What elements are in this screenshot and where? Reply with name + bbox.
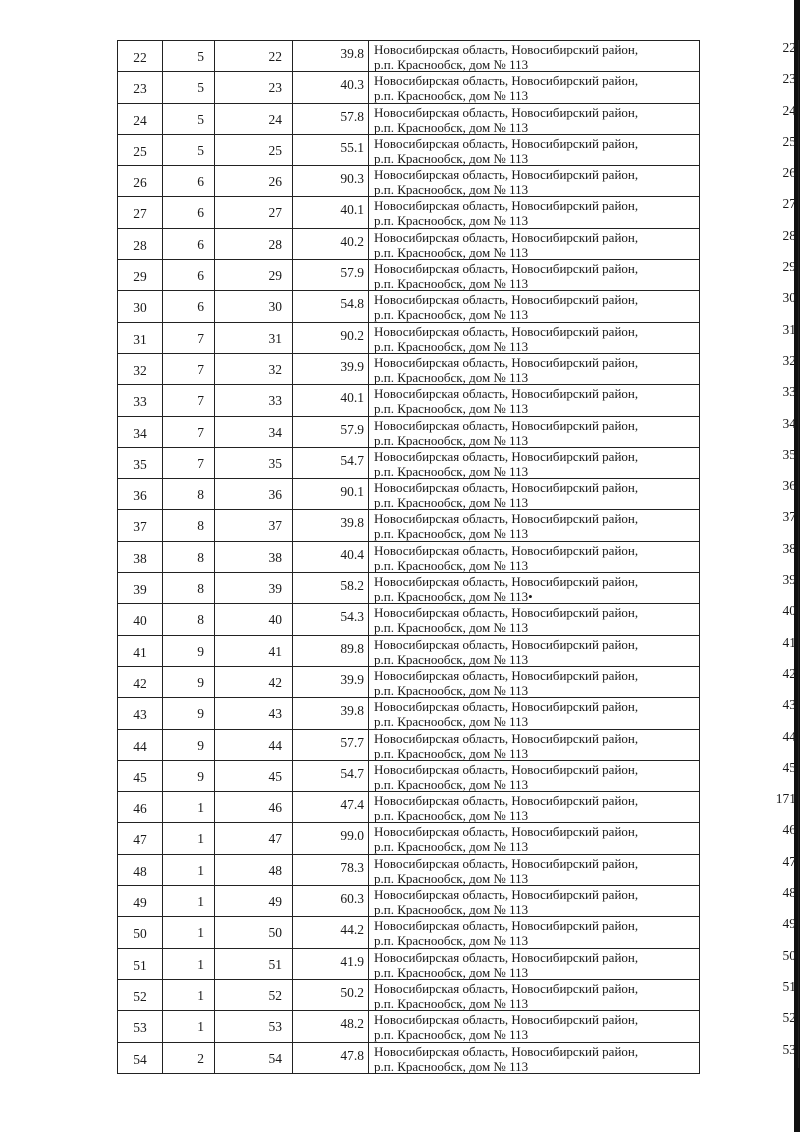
- address-line-2: р.п. Краснообск, дом № 113: [374, 369, 529, 385]
- address-line-2: р.п. Краснообск, дом № 113: [374, 213, 529, 228]
- address-line-1: Новосибирская область, Новосибирский район,: [374, 73, 639, 89]
- row-number: 33: [118, 385, 163, 415]
- row-number: 25: [118, 135, 163, 165]
- address: [369, 479, 700, 509]
- address-line-1: Новосибирская область, Новосибирский район,: [374, 918, 639, 934]
- address-line-2: р.п. Краснообск, дом № 113: [374, 432, 529, 447]
- apartment-number: 30: [215, 291, 293, 321]
- row-number: 52: [118, 980, 163, 1010]
- address: [369, 1043, 700, 1073]
- row-number: 26: [118, 166, 163, 196]
- address: [369, 510, 700, 540]
- address-line-1: Новосибирская область, Новосибирский район,: [374, 354, 639, 370]
- row-number: 42: [118, 667, 163, 697]
- address: [369, 792, 700, 822]
- floor: 7: [163, 323, 215, 353]
- address-line-2: р.п. Краснообск, дом № 113: [374, 839, 529, 854]
- table-row: [118, 634, 796, 667]
- address-line-1: Новосибирская область, Новосибирский район,: [374, 229, 639, 245]
- table-row: [118, 415, 796, 448]
- reference-number: 23: [782, 71, 796, 87]
- address: [369, 323, 700, 353]
- reference-number: 38: [782, 540, 796, 556]
- reference-number: 52: [782, 1010, 796, 1026]
- table-row: [118, 290, 796, 322]
- reference-number: 35: [782, 446, 796, 462]
- reference-number: 37: [782, 509, 796, 525]
- row-number: 53: [118, 1011, 163, 1041]
- area: 54.7: [293, 761, 369, 791]
- reference-number: 48: [782, 885, 796, 901]
- row-number: 41: [118, 636, 163, 666]
- row-number: 36: [118, 479, 163, 509]
- address: [369, 448, 700, 478]
- area: 54.7: [293, 448, 369, 478]
- table-row: [118, 916, 796, 948]
- reference-number: 40: [782, 603, 796, 619]
- apartment-number: 47: [215, 823, 293, 853]
- apartment-number: 49: [215, 886, 293, 916]
- floor: 8: [163, 479, 215, 509]
- address: [369, 667, 700, 697]
- reference-number: 50: [782, 947, 796, 963]
- reference-number: 22: [782, 40, 796, 55]
- address: [369, 949, 700, 979]
- table-row: [118, 603, 796, 635]
- apartment-number: 50: [215, 917, 293, 947]
- apartment-number: 34: [215, 417, 293, 447]
- floor: 9: [163, 667, 215, 697]
- reference-number: 44: [782, 728, 796, 744]
- reference-number: 27: [782, 196, 796, 212]
- floor: 5: [163, 72, 215, 102]
- area: 54.8: [293, 291, 369, 321]
- address-line-2: р.п. Краснообск, дом № 113: [374, 933, 529, 948]
- reference-number: 39: [782, 572, 796, 588]
- reference-number: 28: [782, 227, 796, 243]
- address-line-2: р.п. Краснообск, дом № 113: [374, 338, 529, 353]
- area: 99.0: [293, 823, 369, 853]
- address-line-1: Новосибирская область, Новосибирский район,: [374, 167, 639, 183]
- address: [369, 698, 700, 728]
- area: 41.9: [293, 949, 369, 979]
- row-number: 43: [118, 698, 163, 728]
- table-row: [118, 665, 796, 698]
- row-number: 31: [118, 323, 163, 353]
- address: [369, 542, 700, 572]
- apartment-number: 32: [215, 354, 293, 384]
- apartment-number: 35: [215, 448, 293, 478]
- area: 54.3: [293, 604, 369, 634]
- row-number: 23: [118, 72, 163, 102]
- apartment-number: 36: [215, 479, 293, 509]
- reference-number: 26: [782, 165, 796, 181]
- apartment-number: 28: [215, 229, 293, 259]
- address-line-1: Новосибирская область, Новосибирский район,: [374, 261, 639, 277]
- address-line-1: Новосибирская область, Новосибирский район,: [374, 104, 639, 120]
- apartment-number: 23: [215, 72, 293, 102]
- reference-number: 31: [782, 321, 796, 337]
- area: 57.8: [293, 104, 369, 134]
- address: [369, 917, 700, 947]
- apartment-number: 46: [215, 792, 293, 822]
- table-row: [118, 1041, 796, 1074]
- reference-number: 25: [782, 133, 796, 149]
- address-line-1: Новосибирская область, Новосибирский район,: [374, 386, 639, 402]
- floor: 1: [163, 949, 215, 979]
- row-number: 54: [118, 1043, 163, 1073]
- address-line-2: р.п. Краснообск, дом № 113: [374, 307, 529, 322]
- address-line-2: р.п. Краснообск, дом № 113: [374, 902, 529, 917]
- table-row: [118, 978, 796, 1011]
- row-number: 39: [118, 573, 163, 603]
- address-line-2: р.п. Краснообск, дом № 113•: [374, 589, 533, 604]
- address: [369, 260, 700, 290]
- address-line-1: Новосибирская область, Новосибирский район,: [374, 42, 639, 57]
- address-line-1: Новосибирская область, Новосибирский район,: [374, 198, 639, 214]
- address: [369, 354, 700, 384]
- address-line-1: Новосибирская область, Новосибирский район,: [374, 667, 639, 683]
- reference-number: 34: [782, 415, 796, 431]
- floor: 7: [163, 385, 215, 415]
- floor: 6: [163, 229, 215, 259]
- address-line-2: р.п. Краснообск, дом № 113: [374, 651, 529, 666]
- address-line-1: Новосибирская область, Новосибирский район,: [374, 605, 639, 621]
- table-row: [118, 352, 796, 385]
- table-row: [118, 947, 796, 980]
- address-line-1: Новосибирская область, Новосибирский район,: [374, 949, 639, 965]
- address-line-2: р.п. Краснообск, дом № 113: [374, 495, 529, 510]
- address: [369, 823, 700, 853]
- floor: 1: [163, 917, 215, 947]
- row-number: 35: [118, 448, 163, 478]
- reference-number: 47: [782, 853, 796, 869]
- area: 90.3: [293, 166, 369, 196]
- address: [369, 604, 700, 634]
- address-line-1: Новосибирская область, Новосибирский район,: [374, 480, 639, 496]
- address-line-1: Новосибирская область, Новосибирский район,: [374, 1012, 639, 1028]
- address-line-2: р.п. Краснообск, дом № 113: [374, 57, 529, 72]
- address: [369, 104, 700, 134]
- floor: 9: [163, 730, 215, 760]
- floor: 7: [163, 448, 215, 478]
- apartment-number: 54: [215, 1043, 293, 1073]
- reference-number: 32: [782, 352, 796, 368]
- table-row: [118, 133, 796, 166]
- floor: 1: [163, 823, 215, 853]
- row-number: 50: [118, 917, 163, 947]
- address: [369, 135, 700, 165]
- apartment-number: 48: [215, 855, 293, 885]
- row-number: 30: [118, 291, 163, 321]
- address: [369, 72, 700, 102]
- table-row: [118, 165, 796, 197]
- address-line-2: р.п. Краснообск, дом № 113: [374, 776, 529, 792]
- row-number: 29: [118, 260, 163, 290]
- apartment-number: 45: [215, 761, 293, 791]
- address-line-1: Новосибирская область, Новосибирский район,: [374, 887, 639, 903]
- address: [369, 761, 700, 791]
- address-line-2: р.п. Краснообск, дом № 113: [374, 620, 529, 635]
- reference-number: 43: [782, 697, 796, 713]
- floor: 1: [163, 886, 215, 916]
- address-line-1: Новосибирская область, Новосибирский район,: [374, 636, 639, 652]
- row-number: 37: [118, 510, 163, 540]
- address-line-1: Новосибирская область, Новосибирский район,: [374, 542, 639, 558]
- area: 39.9: [293, 667, 369, 697]
- floor: 7: [163, 417, 215, 447]
- area: 89.8: [293, 636, 369, 666]
- address-line-2: р.п. Краснообск, дом № 113: [374, 463, 529, 479]
- area: 40.1: [293, 385, 369, 415]
- row-number: 46: [118, 792, 163, 822]
- area: 39.9: [293, 354, 369, 384]
- reference-number: 51: [782, 978, 796, 994]
- table-row: [118, 728, 796, 761]
- area: 57.9: [293, 260, 369, 290]
- area: 48.2: [293, 1011, 369, 1041]
- address: [369, 573, 700, 603]
- row-number: 45: [118, 761, 163, 791]
- table-row: [118, 572, 796, 604]
- floor: 7: [163, 354, 215, 384]
- reference-number: 41: [782, 634, 796, 650]
- apartment-number: 25: [215, 135, 293, 165]
- apartment-number: 40: [215, 604, 293, 634]
- table-row: [118, 540, 796, 573]
- reference-number: 53: [782, 1041, 796, 1057]
- row-number: 22: [118, 41, 163, 71]
- table-row: [118, 227, 796, 260]
- address-line-2: р.п. Краснообск, дом № 113: [374, 745, 529, 760]
- address-line-1: Новосибирская область, Новосибирский район,: [374, 824, 639, 840]
- address-line-2: р.п. Краснообск, дом № 113: [374, 808, 529, 823]
- apartment-number: 39: [215, 573, 293, 603]
- address-line-2: р.п. Краснообск, дом № 113: [374, 995, 529, 1011]
- address: [369, 385, 700, 415]
- address-line-1: Новосибирская область, Новосибирский район,: [374, 574, 639, 590]
- address-line-2: р.п. Краснообск, дом № 113: [374, 557, 529, 573]
- reference-number: 49: [782, 916, 796, 932]
- floor: 8: [163, 573, 215, 603]
- area: 50.2: [293, 980, 369, 1010]
- area: 58.2: [293, 573, 369, 603]
- address-line-1: Новосибирская область, Новосибирский район,: [374, 135, 639, 151]
- address-line-1: Новосибирская область, Новосибирский район,: [374, 793, 639, 809]
- floor: 8: [163, 510, 215, 540]
- address-line-2: р.п. Краснообск, дом № 113: [374, 1027, 529, 1042]
- row-number: 47: [118, 823, 163, 853]
- table-row: [118, 384, 796, 416]
- floor: 6: [163, 291, 215, 321]
- apartment-number: 33: [215, 385, 293, 415]
- table-row: [118, 321, 796, 354]
- address: [369, 229, 700, 259]
- area: 78.3: [293, 855, 369, 885]
- table-row: [118, 40, 796, 72]
- address-line-1: Новосибирская область, Новосибирский район,: [374, 292, 639, 308]
- apartment-number: 53: [215, 1011, 293, 1041]
- address: [369, 1011, 700, 1041]
- area: 40.1: [293, 197, 369, 227]
- reference-number: 30: [782, 290, 796, 306]
- table-row: [118, 885, 796, 917]
- row-number: 34: [118, 417, 163, 447]
- table-row: [118, 102, 796, 135]
- address-line-2: р.п. Краснообск, дом № 113: [374, 870, 529, 886]
- address-line-1: Новосибирская область, Новосибирский район,: [374, 417, 639, 433]
- address-line-1: Новосибирская область, Новосибирский район,: [374, 761, 639, 777]
- address-line-2: р.п. Краснообск, дом № 113: [374, 276, 529, 291]
- apartment-number: 24: [215, 104, 293, 134]
- row-number: 40: [118, 604, 163, 634]
- address: [369, 197, 700, 227]
- address: [369, 166, 700, 196]
- row-number: 44: [118, 730, 163, 760]
- floor: 1: [163, 792, 215, 822]
- table-row: [118, 822, 796, 854]
- apartment-number: 37: [215, 510, 293, 540]
- table-row: [118, 697, 796, 729]
- floor: 9: [163, 698, 215, 728]
- address-line-2: р.п. Краснообск, дом № 113: [374, 401, 529, 416]
- address-line-2: р.п. Краснообск, дом № 113: [374, 182, 529, 197]
- apartment-number: 26: [215, 166, 293, 196]
- apartment-number: 41: [215, 636, 293, 666]
- area: 47.8: [293, 1043, 369, 1073]
- floor: 2: [163, 1043, 215, 1073]
- reference-number: 45: [782, 759, 796, 775]
- address-line-1: Новосибирская область, Новосибирский район,: [374, 1043, 639, 1059]
- table-row: [118, 791, 796, 823]
- table-row: [118, 71, 796, 103]
- area: 55.1: [293, 135, 369, 165]
- apartment-number: 22: [215, 41, 293, 71]
- address-line-1: Новосибирская область, Новосибирский район,: [374, 730, 639, 746]
- apartment-number: 42: [215, 667, 293, 697]
- area: 40.2: [293, 229, 369, 259]
- table-row: [118, 478, 796, 510]
- apartments-table: [117, 40, 796, 1074]
- address-line-2: р.п. Краснообск, дом № 113: [374, 244, 529, 260]
- table-row: [118, 196, 796, 228]
- row-number: 24: [118, 104, 163, 134]
- table-row: [118, 853, 796, 886]
- area: 39.8: [293, 41, 369, 71]
- area: 47.4: [293, 792, 369, 822]
- area: 40.4: [293, 542, 369, 572]
- table-row: [118, 759, 796, 792]
- apartment-number: 31: [215, 323, 293, 353]
- floor: 9: [163, 636, 215, 666]
- reference-number: 171: [775, 791, 796, 807]
- apartment-number: 44: [215, 730, 293, 760]
- floor: 1: [163, 1011, 215, 1041]
- address-line-2: р.п. Краснообск, дом № 113: [374, 964, 529, 979]
- apartment-number: 27: [215, 197, 293, 227]
- floor: 9: [163, 761, 215, 791]
- reference-number: 24: [782, 102, 796, 118]
- address-line-1: Новосибирская область, Новосибирский район,: [374, 511, 639, 527]
- row-number: 38: [118, 542, 163, 572]
- area: 40.3: [293, 72, 369, 102]
- floor: 6: [163, 260, 215, 290]
- reference-number: 36: [782, 478, 796, 494]
- address-line-2: р.п. Краснообск, дом № 113: [374, 714, 529, 729]
- reference-number: 33: [782, 384, 796, 400]
- row-number: 27: [118, 197, 163, 227]
- area: 90.1: [293, 479, 369, 509]
- floor: 5: [163, 41, 215, 71]
- apartment-number: 29: [215, 260, 293, 290]
- apartment-number: 52: [215, 980, 293, 1010]
- row-number: 49: [118, 886, 163, 916]
- table-row: [118, 1010, 796, 1042]
- area: 39.8: [293, 510, 369, 540]
- address-line-2: р.п. Краснообск, дом № 113: [374, 119, 529, 134]
- address: [369, 886, 700, 916]
- floor: 6: [163, 197, 215, 227]
- apartment-number: 38: [215, 542, 293, 572]
- floor: 8: [163, 604, 215, 634]
- floor: 1: [163, 855, 215, 885]
- apartment-number: 51: [215, 949, 293, 979]
- row-number: 48: [118, 855, 163, 885]
- address-line-2: р.п. Краснообск, дом № 113: [374, 682, 529, 698]
- floor: 1: [163, 980, 215, 1010]
- table-row: [118, 446, 796, 479]
- address-line-2: р.п. Краснообск, дом № 113: [374, 88, 529, 103]
- address-line-1: Новосибирская область, Новосибирский район,: [374, 323, 639, 339]
- address-line-1: Новосибирская область, Новосибирский район,: [374, 980, 639, 996]
- address: [369, 730, 700, 760]
- floor: 5: [163, 104, 215, 134]
- row-number: 32: [118, 354, 163, 384]
- address-line-2: р.п. Краснообск, дом № 113: [374, 1058, 529, 1073]
- floor: 8: [163, 542, 215, 572]
- address: [369, 417, 700, 447]
- address: [369, 291, 700, 321]
- area: 90.2: [293, 323, 369, 353]
- reference-number: 42: [782, 665, 796, 681]
- area: 57.7: [293, 730, 369, 760]
- address: [369, 980, 700, 1010]
- address-line-1: Новосибирская область, Новосибирский район,: [374, 448, 639, 464]
- address-line-2: р.п. Краснообск, дом № 113: [374, 150, 529, 166]
- area: 39.8: [293, 698, 369, 728]
- reference-number: 29: [782, 259, 796, 275]
- apartment-number: 43: [215, 698, 293, 728]
- address: [369, 855, 700, 885]
- address-line-1: Новосибирская область, Новосибирский район,: [374, 855, 639, 871]
- reference-number: 46: [782, 822, 796, 838]
- row-number: 28: [118, 229, 163, 259]
- area: 44.2: [293, 917, 369, 947]
- floor: 6: [163, 166, 215, 196]
- table-row: [118, 259, 796, 291]
- table-row: [118, 509, 796, 541]
- area: 57.9: [293, 417, 369, 447]
- address: [369, 41, 700, 71]
- address-line-1: Новосибирская область, Новосибирский район,: [374, 699, 639, 715]
- area: 60.3: [293, 886, 369, 916]
- row-number: 51: [118, 949, 163, 979]
- floor: 5: [163, 135, 215, 165]
- address: [369, 636, 700, 666]
- address-line-2: р.п. Краснообск, дом № 113: [374, 526, 529, 541]
